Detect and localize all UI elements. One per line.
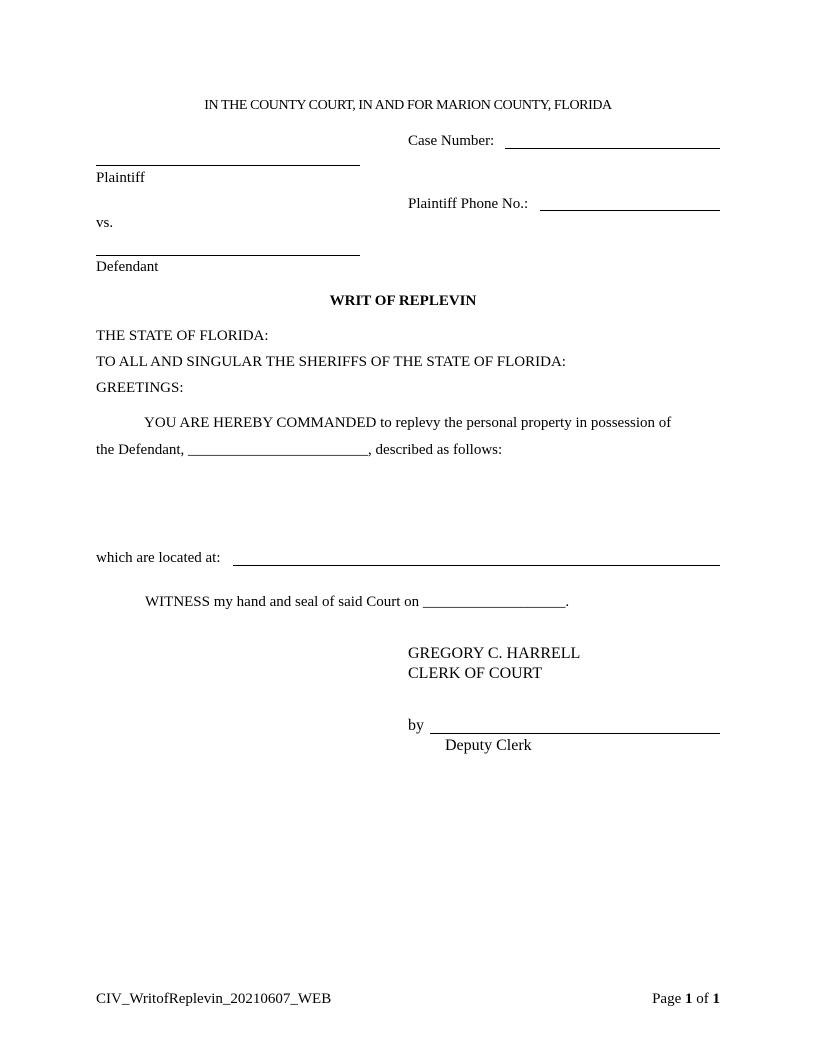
- salutation-greetings: GREETINGS:: [96, 380, 184, 396]
- court-header: IN THE COUNTY COURT, IN AND FOR MARION COUNTY, FLORIDA: [204, 98, 612, 113]
- document-title: WRIT OF REPLEVIN: [329, 293, 477, 309]
- footer-doc-id: CIV_WritofReplevin_20210607_WEB: [96, 991, 332, 1007]
- witness-line: [145, 595, 569, 610]
- deputy-signature-field[interactable]: [430, 733, 720, 734]
- salutation-state: THE STATE OF FLORIDA:: [96, 328, 269, 344]
- witness-prefix: WITNESS my hand and seal of said Court on: [145, 594, 420, 610]
- plaintiff-phone-label: Plaintiff Phone No.:: [408, 196, 529, 212]
- defendant-field[interactable]: [96, 255, 360, 256]
- vs-label: vs.: [96, 215, 114, 231]
- plaintiff-phone-field[interactable]: [540, 210, 720, 211]
- case-number-label: Case Number:: [408, 133, 495, 149]
- location-field[interactable]: [233, 565, 720, 566]
- plaintiff-label: Plaintiff: [96, 170, 145, 186]
- deputy-clerk-label: Deputy Clerk: [445, 737, 532, 754]
- clerk-name: GREGORY C. HARRELL: [408, 645, 581, 662]
- command-line-2: [96, 443, 502, 458]
- page-of: of: [696, 991, 709, 1007]
- salutation-sheriffs: TO ALL AND SINGULAR THE SHERIFFS OF THE STATE OF FLORIDA:: [96, 354, 566, 370]
- witness-suffix: .: [565, 594, 570, 610]
- by-label: by: [408, 717, 424, 734]
- page-current: 1: [685, 991, 693, 1007]
- page-total: 1: [712, 991, 720, 1007]
- defendant-label: Defendant: [96, 259, 159, 275]
- command-line-2-suffix: , described as follows:: [368, 442, 503, 458]
- page-label: Page: [652, 991, 682, 1007]
- witness-date-blank[interactable]: ___________________: [422, 594, 566, 610]
- command-line-2-prefix: the Defendant,: [96, 442, 185, 458]
- plaintiff-field[interactable]: [96, 165, 360, 166]
- located-label: which are located at:: [96, 550, 221, 566]
- defendant-name-blank[interactable]: ________________________: [188, 442, 369, 458]
- footer-page-number: [652, 992, 720, 1007]
- clerk-title: CLERK OF COURT: [408, 665, 543, 682]
- case-number-field[interactable]: [505, 148, 720, 149]
- command-line-1: YOU ARE HEREBY COMMANDED to replevy the personal property in possession of: [144, 415, 672, 431]
